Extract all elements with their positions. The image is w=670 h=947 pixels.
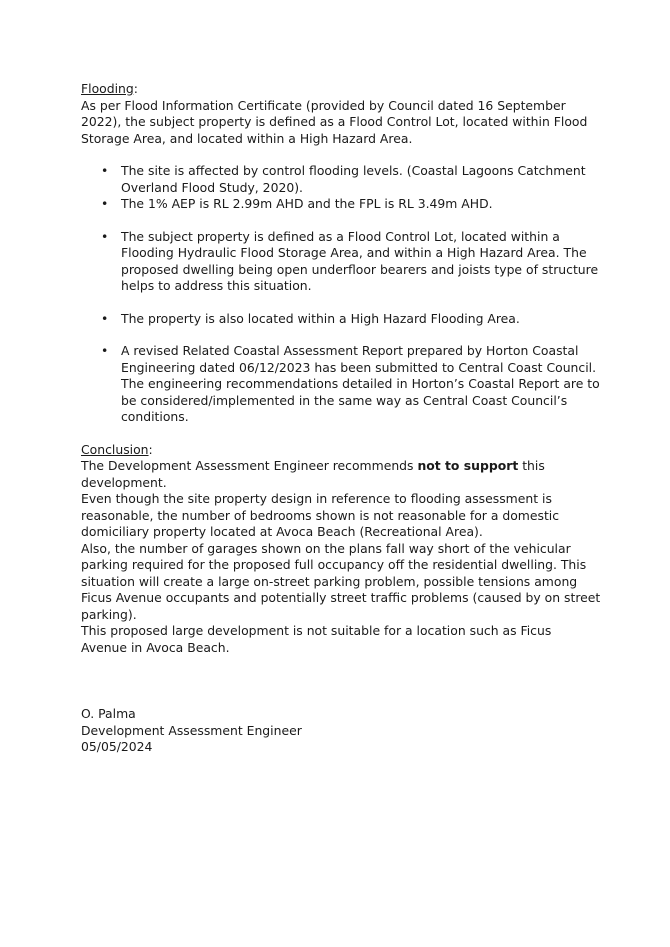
conclusion-paragraph-1: Even though the site property design in reference to flooding assessment is reasonable, the number of bedrooms shown is not reasonable for a domestic domiciliary property located at Avoca Beach (Recreational Area). — [81, 491, 560, 539]
signature-date: 05/05/2024 — [81, 739, 153, 754]
flooding-heading-line — [81, 81, 601, 98]
list-item: • The subject property is defined as a Flood Control Lot, located within a Flooding Hydraulic Flood Storage Area, and within a High Hazard Area. The proposed dwelling being open underfloor bearers and joists type of structure helps to address this situation. — [81, 229, 601, 295]
list-item: • The site is affected by control flooding levels. (Coastal Lagoons Catchment Overland Flood Study, 2020). — [81, 163, 601, 196]
signature-block — [81, 706, 601, 756]
conclusion-heading: Conclusion — [81, 441, 149, 457]
signature-name: O. Palma — [81, 706, 136, 721]
signature-title: Development Assessment Engineer — [81, 722, 302, 738]
conclusion-heading-line — [81, 442, 601, 459]
list-item: • The 1% AEP is RL 2.99m AHD and the FPL is RL 3.49m AHD. — [81, 196, 601, 213]
list-item: • The property is also located within a High Hazard Flooding Area. — [81, 311, 601, 328]
conclusion-section — [81, 442, 601, 657]
recommendation-bold: not to support — [417, 458, 519, 473]
flooding-heading-colon: : — [133, 81, 138, 96]
conclusion-heading-colon: : — [148, 441, 153, 457]
recommendation-line — [81, 458, 601, 491]
flooding-bullets-group-1 — [81, 163, 601, 213]
flooding-bullets-group-2 — [81, 229, 601, 426]
conclusion-paragraph-2: Also, the number of garages shown on the plans fall way short of the vehicular parking required for the proposed full occupancy off the residential dwelling. This situation will create a large on-street parking problem, possible tensions among Ficus Avenue occupants and potentially street traffic problems (caused by on street parking). — [81, 540, 601, 622]
flooding-intro: As per Flood Information Certificate (provided by Council dated 16 September 2022), the subject property is defined as a Flood Control Lot, located within Flood Storage Area, and located within a High Hazard Area. — [81, 97, 588, 146]
recommendation-text-after: this development. — [81, 458, 545, 490]
flooding-heading: Flooding — [81, 81, 134, 96]
recommendation-text-before: The Development Assessment Engineer recommends — [81, 458, 418, 473]
list-item: • A revised Related Coastal Assessment Report prepared by Horton Coastal Engineering dated 06/12/2023 has been submitted to Central Coast Council. The engineering recommendations detailed in Horton’s Coastal Report are to be considered/implemented in the same way as Central Coast Council’s conditions. — [81, 343, 601, 426]
document-page — [81, 81, 601, 756]
conclusion-paragraph-3: This proposed large development is not suitable for a location such as Ficus Avenue in Avoca Beach. — [81, 623, 552, 655]
flooding-section — [81, 81, 601, 426]
